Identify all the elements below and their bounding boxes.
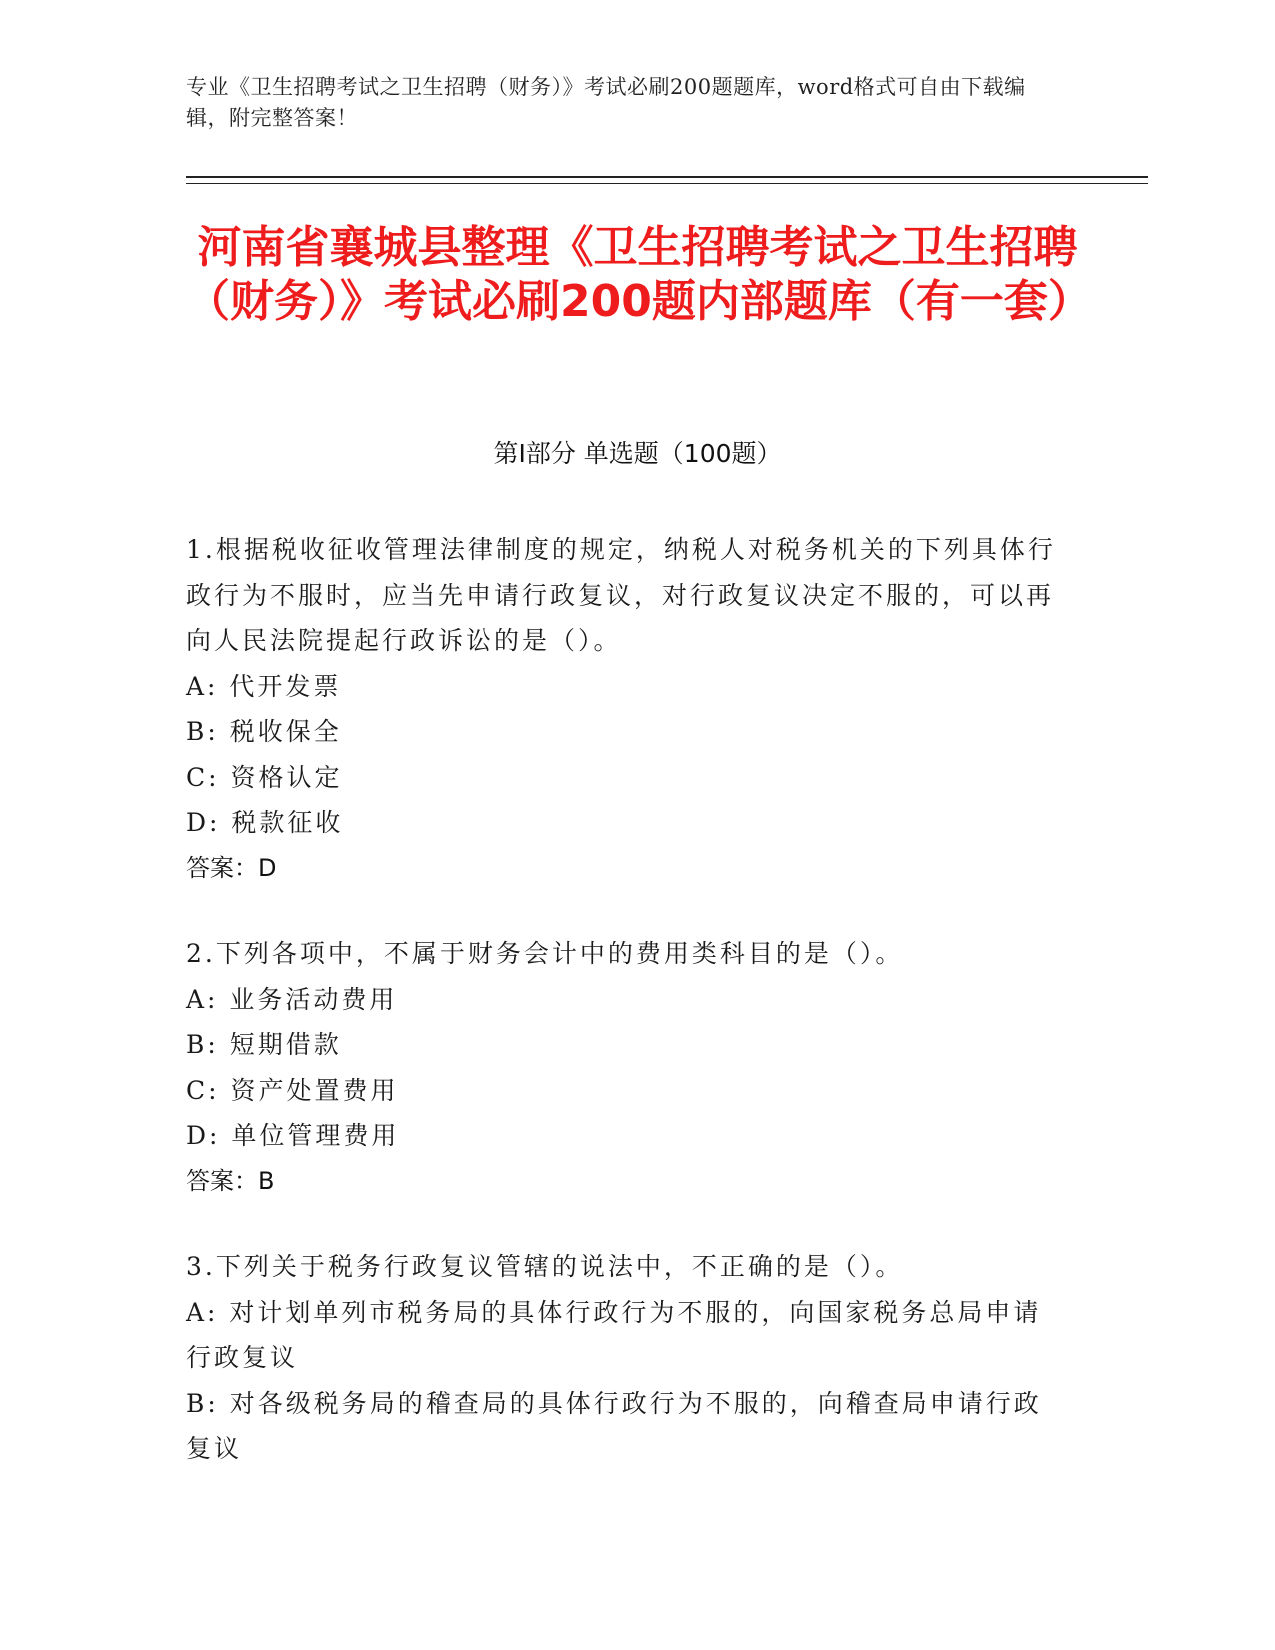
- question-stem: 3.下列关于税务行政复议管辖的说法中，不正确的是（）。: [186, 1252, 904, 1281]
- option-d: D: 单位管理费用: [186, 1121, 400, 1150]
- option-c: C: 资产处置费用: [186, 1075, 399, 1105]
- section-title: 第Ⅰ部分 单选题（100题）: [493, 439, 782, 468]
- option-a: A: 代开发票: [186, 671, 342, 701]
- option-b: B: 短期借款: [186, 1030, 342, 1059]
- question-1: [186, 527, 1066, 891]
- option-a: A: 业务活动费用: [186, 984, 398, 1014]
- question-list: [186, 527, 1066, 1512]
- answer: 答案：D: [186, 853, 277, 882]
- option-a: A: 对计划单列市税务局的具体行政行为不服的，向国家税务总局申请行政复议: [186, 1297, 1042, 1372]
- option-d: D: 税款征收: [186, 808, 344, 837]
- header-note: 专业《卫生招聘考试之卫生招聘（财务）》考试必刷200题题库，word格式可自由下载编辑，附完整答案！: [186, 75, 1026, 130]
- header-rule-thin: [186, 183, 1148, 184]
- question-3: [186, 1244, 1066, 1472]
- document-title: 河南省襄城县整理《卫生招聘考试之卫生招聘（财务）》考试必刷200题内部题库（有一套）: [186, 222, 1092, 327]
- question-stem: 2.下列各项中，不属于财务会计中的费用类科目的是（）。: [186, 939, 904, 968]
- question-stem: 1.根据税收征收管理法律制度的规定，纳税人对税务机关的下列具体行政行为不服时，应当先申请行政复议，对行政复议决定不服的，可以再向人民法院提起行政诉讼的是（）。: [186, 535, 1056, 655]
- question-2: [186, 931, 1066, 1204]
- answer: 答案：B: [186, 1166, 275, 1195]
- option-c: C: 资格认定: [186, 762, 343, 792]
- option-b: B: 税收保全: [186, 717, 342, 746]
- option-b: B: 对各级税务局的稽查局的具体行政行为不服的，向稽查局申请行政复议: [186, 1388, 1042, 1463]
- header-rule-thick: [186, 176, 1148, 178]
